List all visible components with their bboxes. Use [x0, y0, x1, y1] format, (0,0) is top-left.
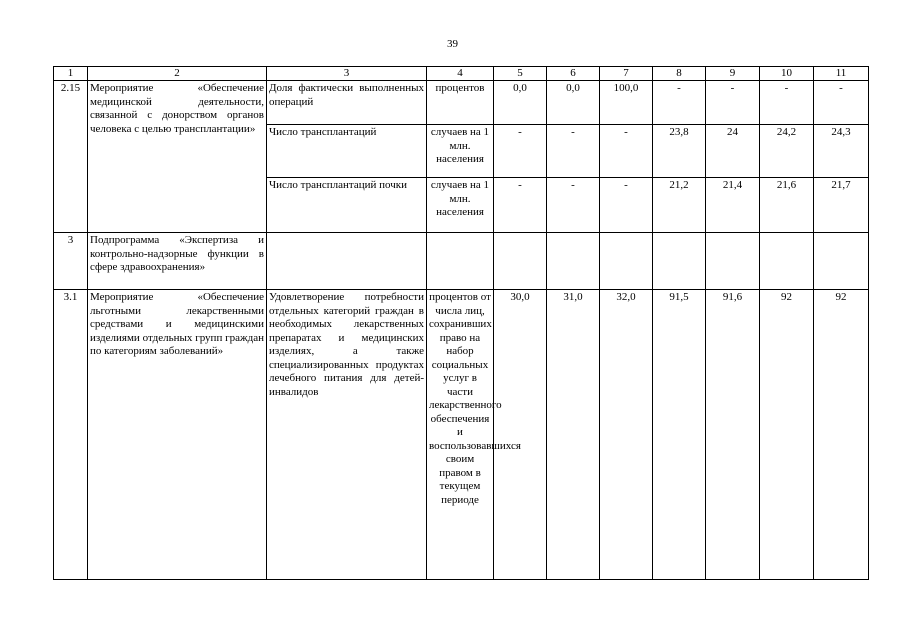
value-cell: 91,6 [706, 290, 760, 580]
indicator-name: Доля фактически выполненных операций [267, 81, 427, 125]
value-cell: 24,3 [814, 125, 869, 178]
empty-cell [760, 233, 814, 290]
value-cell: 24 [706, 125, 760, 178]
column-header: 1 [54, 67, 88, 81]
empty-cell [706, 233, 760, 290]
column-header: 6 [547, 67, 600, 81]
indicator-name: Число трансплантаций [267, 125, 427, 178]
column-header: 8 [653, 67, 706, 81]
row-number: 3 [54, 233, 88, 290]
empty-cell [427, 233, 494, 290]
table-row [54, 81, 869, 125]
value-cell: - [547, 178, 600, 233]
indicator-name: Удовлетворение потребности отдельных категорий граждан в необходимых лекарственных препаратах и медицинских изделиях, а также специализированных продуктах лечебного питания для детей-инвалидов [267, 290, 427, 580]
unit: процентов [427, 81, 494, 125]
subprogram-name: Подпрограмма «Экспертиза и контрольно-надзорные функции в сфере здравоохранения» [88, 233, 267, 290]
table-row [54, 290, 869, 580]
value-cell: - [600, 178, 653, 233]
column-header: 5 [494, 67, 547, 81]
value-cell: 21,4 [706, 178, 760, 233]
empty-cell [547, 233, 600, 290]
value-cell: - [706, 81, 760, 125]
unit: процентов от числа лиц, сохранивших право на набор социальных услуг в части лекарственного обеспечения и воспользовавшихся своим правом в текущем периоде [427, 290, 494, 580]
empty-cell [814, 233, 869, 290]
empty-cell [653, 233, 706, 290]
value-cell: 31,0 [547, 290, 600, 580]
value-cell: 91,5 [653, 290, 706, 580]
event-name: Мероприятие «Обеспечение медицинской деятельности, связанной с донорством органов человека с целью трансплантации» [88, 81, 267, 233]
column-header: 3 [267, 67, 427, 81]
column-header: 9 [706, 67, 760, 81]
column-header: 4 [427, 67, 494, 81]
row-number: 2.15 [54, 81, 88, 233]
empty-cell [600, 233, 653, 290]
value-cell: 24,2 [760, 125, 814, 178]
unit: случаев на 1 млн. населения [427, 178, 494, 233]
page-number: 39 [447, 38, 458, 50]
value-cell: - [494, 178, 547, 233]
value-cell: - [547, 125, 600, 178]
value-cell: - [814, 81, 869, 125]
event-name: Мероприятие «Обеспечение льготными лекарственными средствами и медицинскими изделиями отдельных групп граждан по категориям заболеваний» [88, 290, 267, 580]
value-cell: 0,0 [494, 81, 547, 125]
indicators-table [53, 66, 869, 580]
empty-cell [267, 233, 427, 290]
value-cell: 32,0 [600, 290, 653, 580]
value-cell: 21,2 [653, 178, 706, 233]
value-cell: 92 [760, 290, 814, 580]
column-header: 10 [760, 67, 814, 81]
value-cell: 21,7 [814, 178, 869, 233]
empty-cell [494, 233, 547, 290]
value-cell: 0,0 [547, 81, 600, 125]
column-header: 2 [88, 67, 267, 81]
column-numbers-row [54, 67, 869, 81]
value-cell: 92 [814, 290, 869, 580]
column-header: 7 [600, 67, 653, 81]
unit: случаев на 1 млн. населения [427, 125, 494, 178]
indicator-name: Число трансплантаций почки [267, 178, 427, 233]
value-cell: 30,0 [494, 290, 547, 580]
value-cell: - [760, 81, 814, 125]
row-number: 3.1 [54, 290, 88, 580]
value-cell: - [653, 81, 706, 125]
value-cell: 23,8 [653, 125, 706, 178]
value-cell: 100,0 [600, 81, 653, 125]
value-cell: - [600, 125, 653, 178]
value-cell: - [494, 125, 547, 178]
value-cell: 21,6 [760, 178, 814, 233]
column-header: 11 [814, 67, 869, 81]
table-row [54, 233, 869, 290]
